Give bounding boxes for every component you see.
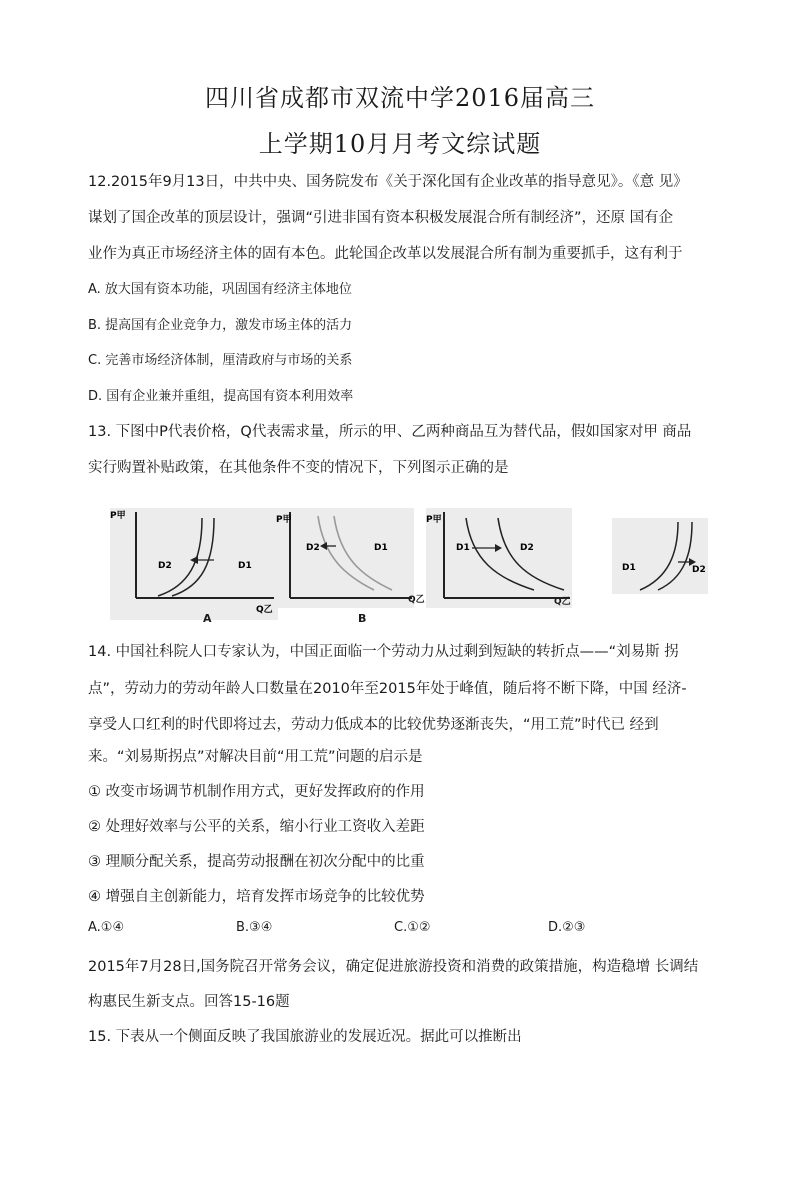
q13-line-2: 实行购置补贴政策，在其他条件不变的情况下，下列图示正确的是: [88, 460, 509, 476]
q15-line: 15. 下表从一个侧面反映了我国旅游业的发展近况。据此可以推断出: [88, 1029, 522, 1045]
graph-b: [276, 508, 414, 608]
graph-d-d-right: D2: [692, 565, 706, 575]
graph-a-tag: A: [203, 612, 212, 625]
q13-line-1: 13. 下图中P代表价格，Q代表需求量，所示的甲、乙两种商品互为替代品，假如国家对甲 商品: [88, 424, 692, 440]
graph-a: [110, 508, 278, 620]
q14-line-4: 来。“刘易斯拐点”对解决目前“用工荒”问题的启示是: [88, 749, 423, 765]
q14-item-4: ④ 增强自主创新能力，培育发挥市场竞争的比较优势: [88, 889, 425, 905]
q14-line-2: 点”，劳动力的劳动年龄人口数量在2010年至2015年处于峰值，随后将不断下降，中国 经济-: [88, 681, 687, 697]
graph-b-d-left: D2: [306, 543, 320, 553]
q14-choice-c: C.①②: [394, 920, 431, 935]
q14-item-2: ② 处理好效率与公平的关系，缩小行业工资收入差距: [88, 819, 425, 835]
graph-a-d-right: D1: [238, 561, 252, 571]
q12-option-b: B. 提高国有企业竞争力，激发市场主体的活力: [88, 318, 353, 333]
q14-choice-a: A.①④: [88, 920, 125, 935]
q14-choice-d: D.②③: [548, 920, 586, 935]
q12-line-2: 谋划了国企改革的顶层设计，强调“引进非国有资本积极发展混合所有制经济”，还原 国有企: [88, 210, 674, 226]
graph-c-d-right: D2: [520, 543, 534, 553]
graph-d: [612, 518, 708, 594]
q12-line-1: 12.2015年9月13日，中共中央、国务院发布《关于深化国有企业改革的指导意见》。《意 见》: [88, 174, 688, 190]
q12-line-3: 业作为真正市场经济主体的固有本色。此轮国企改革以发展混合所有制为重要抓手，这有利于: [88, 246, 683, 262]
graph-b-tag: B: [358, 612, 367, 625]
intro15-line-2: 构惠民生新支点。回答15-16题: [88, 994, 290, 1010]
graph-a-p-label: P甲: [110, 511, 126, 521]
q12-option-c: C. 完善市场经济体制，厘清政府与市场的关系: [88, 353, 353, 368]
intro15-line-1: 2015年7月28日,国务院召开常务会议，确定促进旅游投资和消费的政策措施，构造稳增 长调结: [88, 959, 699, 975]
graph-c-p-label: P甲: [426, 515, 442, 525]
q14-choice-b: B.③④: [236, 920, 273, 935]
graph-c-d-left: D1: [456, 543, 470, 553]
graph-c-q-label: Q乙: [554, 597, 571, 607]
graph-b-q-label: Q乙: [408, 595, 425, 605]
q14-line-1: 14. 中国社科院人口专家认为，中国正面临一个劳动力从过剩到短缺的转折点——“刘易斯 拐: [88, 644, 679, 660]
graph-c: [426, 508, 572, 608]
graph-a-d-left: D2: [158, 561, 172, 571]
q12-option-a: A. 放大国有资本功能，巩固国有经济主体地位: [88, 282, 352, 297]
title-line-1: 四川省成都市双流中学2016届高三: [204, 84, 596, 112]
q14-line-3: 享受人口红利的时代即将过去，劳动力低成本的比较优势逐渐丧失，“用工荒”时代已 经到: [88, 717, 659, 733]
graph-b-d-right: D1: [374, 543, 388, 553]
q14-item-1: ① 改变市场调节机制作用方式，更好发挥政府的作用: [88, 784, 425, 800]
graph-a-q-label: Q乙: [256, 605, 273, 615]
q14-item-3: ③ 理顺分配关系，提高劳动报酬在初次分配中的比重: [88, 854, 425, 870]
title-line-2: 上学期10月月考文综试题: [258, 130, 542, 158]
graph-d-d-left: D1: [622, 563, 636, 573]
graph-b-p-label: P甲: [276, 515, 292, 525]
q12-option-d: D. 国有企业兼并重组，提高国有资本利用效率: [88, 389, 354, 404]
